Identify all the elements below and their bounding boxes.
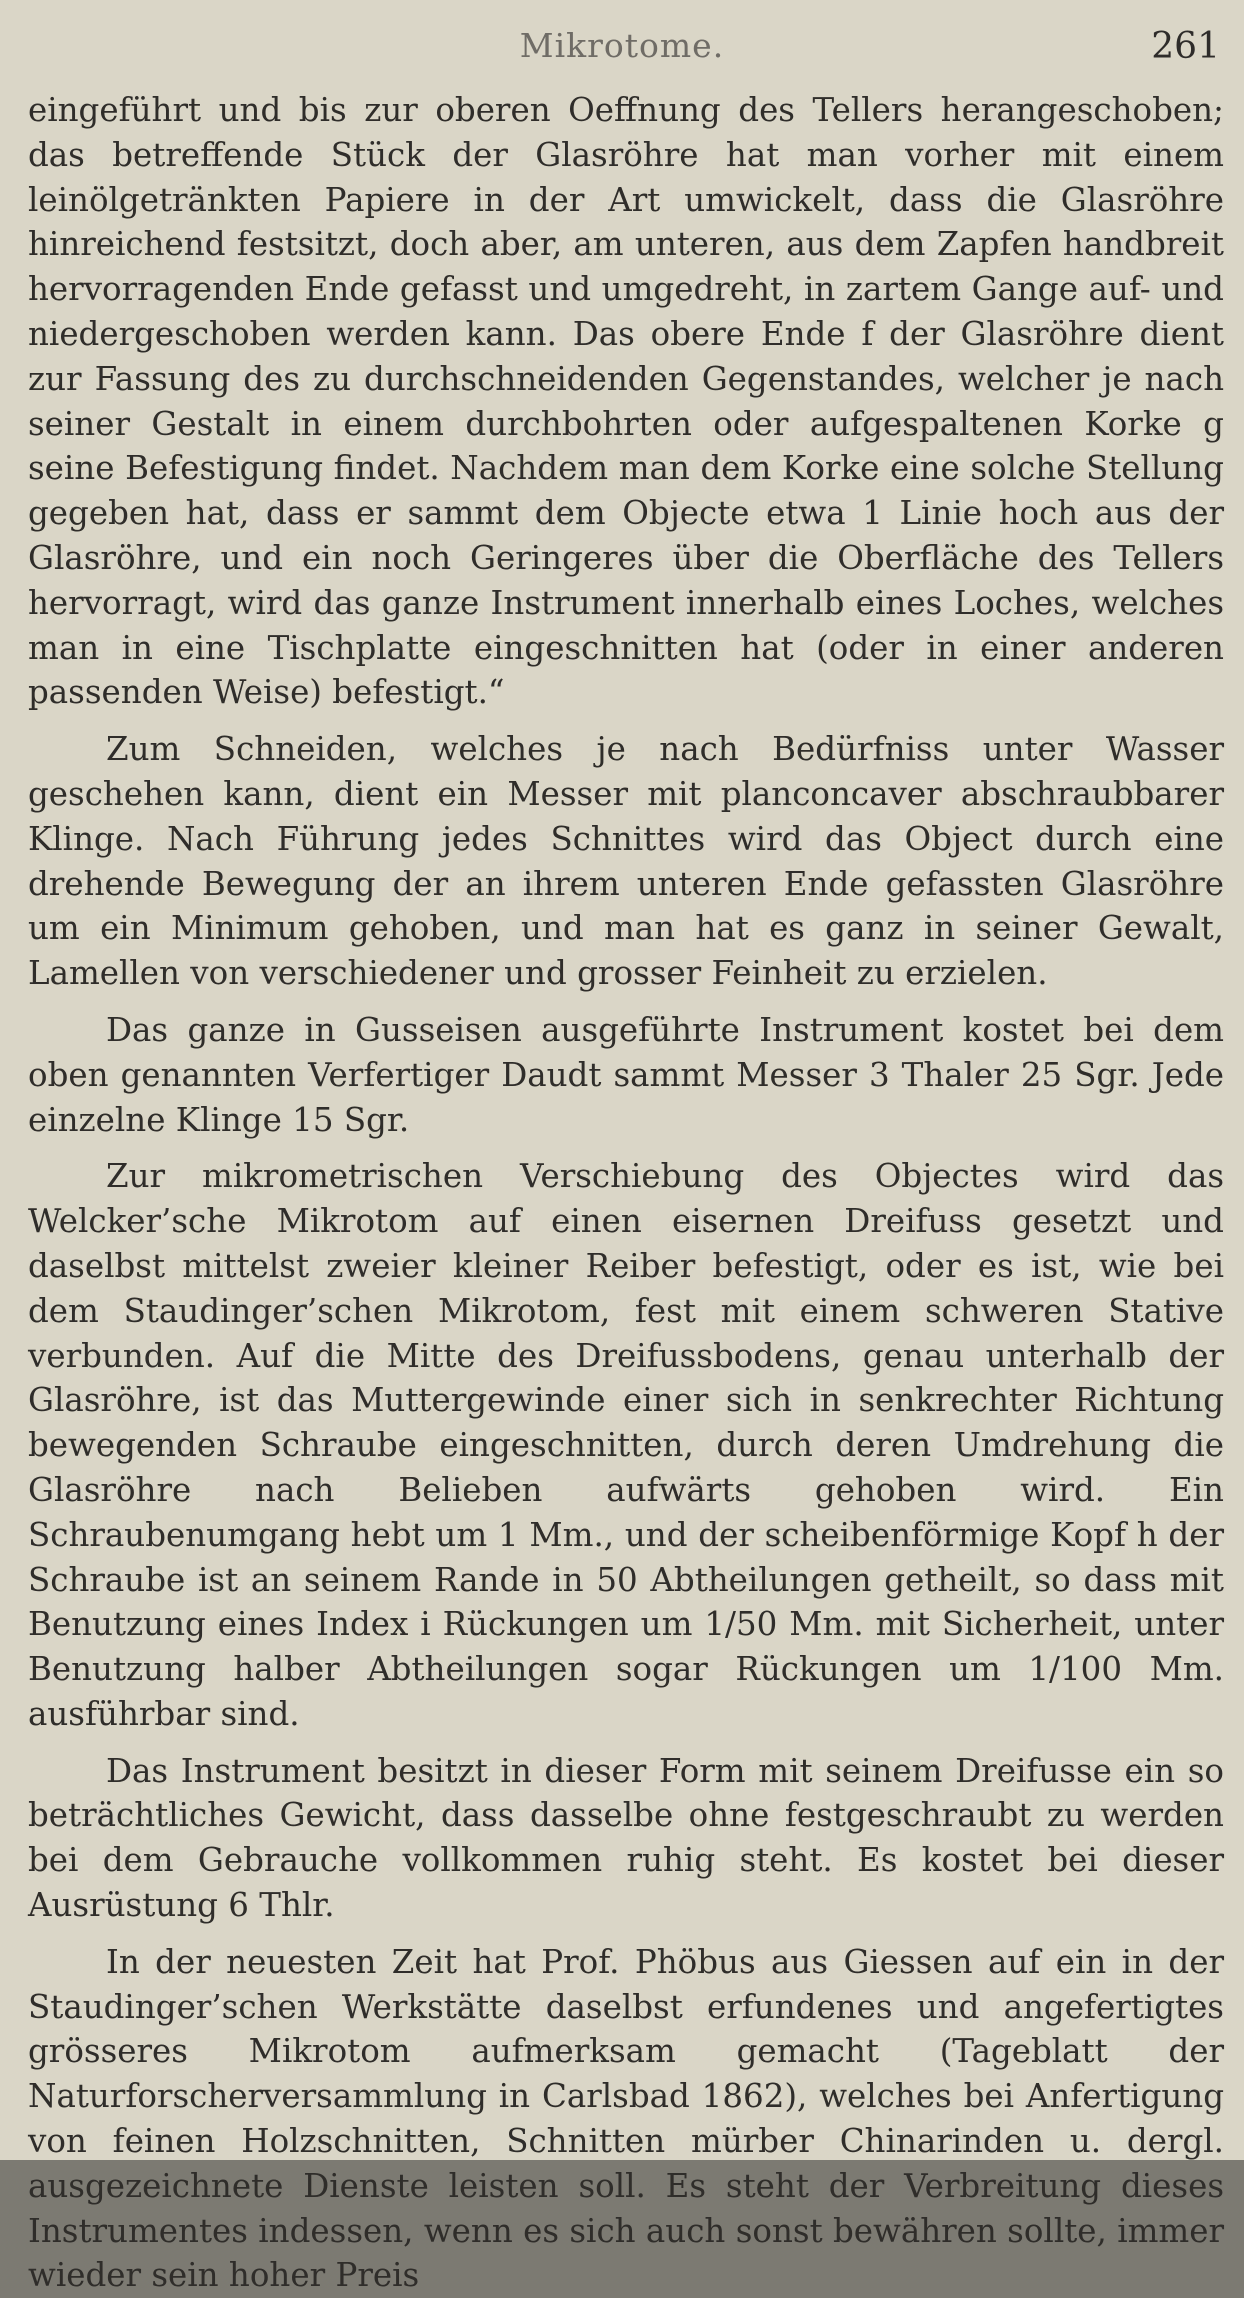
paragraph-continuation: eingeführt und bis zur oberen Oeffnung des Tellers herangeschoben; das betreffende Stück der Glasröhre hat man vorher mit einem leinölgetränkten Papiere in der Art umwickelt, dass die Glasröhre hinreichend festsitzt, doch aber, am unteren, aus dem Zapfen handbreit hervorragenden Ende gefasst und umgedreht, in zartem Gange auf- und niedergeschoben werden kann. Das obere Ende f der Glasröhre dient zur Fassung des zu durchschneidenden Gegenstandes, welcher je nach seiner Gestalt in einem durchbohrten oder aufgespaltenen Korke g seine Befestigung findet. Nachdem man dem Korke eine solche Stellung gegeben hat, dass er sammt dem Objecte etwa 1 Linie hoch aus der Glasröhre, und ein noch Geringeres über die Oberfläche des Tellers hervorragt, wird das ganze Instrument innerhalb eines Loches, welches man in eine Tischplatte eingeschnitten hat (oder in einer anderen passenden Weise) befestigt.“ <box>28 91 1224 712</box>
body-text <box>28 88 1224 2298</box>
page-number: 261 <box>1151 26 1220 67</box>
page-header <box>0 26 1244 76</box>
paragraph-price: Das ganze in Gusseisen ausgeführte Instrument kostet bei dem oben genannten Verfertiger Daudt sammt Messer 3 Thaler 25 Sgr. Jede einzelne Klinge 15 Sgr. <box>28 1010 1224 1139</box>
paragraph-micrometric: Zur mikrometrischen Verschiebung des Objectes wird das Welcker’sche Mikrotom auf einen eisernen Dreifuss gesetzt und daselbst mittelst zweier kleiner Reiber befestigt, oder es ist, wie bei dem Staudinger’schen Mikrotom, fest mit einem schweren Stative verbunden. Auf die Mitte des Dreifussbodens, genau unterhalb der Glasröhre, ist das Muttergewinde einer sich in senkrechter Richtung bewegenden Schraube eingeschnitten, durch deren Umdrehung die Glasröhre nach Belieben aufwärts gehoben wird. Ein Schraubenumgang hebt um 1 Mm., und der scheibenförmige Kopf h der Schraube ist an seinem Rande in 50 Abtheilungen getheilt, so dass mit Benutzung eines Index i Rückungen um 1/50 Mm. mit Sicherheit, unter Benutzung halber Abtheilungen sogar Rückungen um 1/100 Mm. ausführbar sind. <box>28 1157 1224 1733</box>
paragraph-cutting: Zum Schneiden, welches je nach Bedürfniss unter Wasser geschehen kann, dient ein Messer mit planconcaver abschraubbarer Klinge. Nach Führung jedes Schnittes wird das Object durch eine drehende Bewegung der an ihrem unteren Ende gefassten Glasröhre um ein Minimum gehoben, und man hat es ganz in seiner Gewalt, Lamellen von verschiedener und grosser Feinheit zu erzielen. <box>28 730 1224 993</box>
paragraph-weight: Das Instrument besitzt in dieser Form mit seinem Dreifusse ein so beträchtliches Gewicht, dass dasselbe ohne festgeschraubt zu werden bei dem Gebrauche vollkommen ruhig steht. Es kostet bei dieser Ausrüstung 6 Thlr. <box>28 1751 1224 1925</box>
running-head: Mikrotome. <box>519 26 725 65</box>
paragraph-phoebus: In der neuesten Zeit hat Prof. Phöbus aus Giessen auf ein in der Staudinger’schen Werkstätte daselbst erfundenes und angefertigtes grösseres Mikrotom aufmerksam gemacht (Tageblatt der Naturforscherversammlung in Carlsbad 1862), welches bei Anfertigung von feinen Holzschnitten, Schnitten mürber Chinarinden u. dergl. ausgezeichnete Dienste leisten soll. Es steht der Verbreitung dieses Instrumentes indessen, wenn es sich auch sonst bewähren sollte, immer wieder sein hoher Preis <box>28 1942 1224 2295</box>
